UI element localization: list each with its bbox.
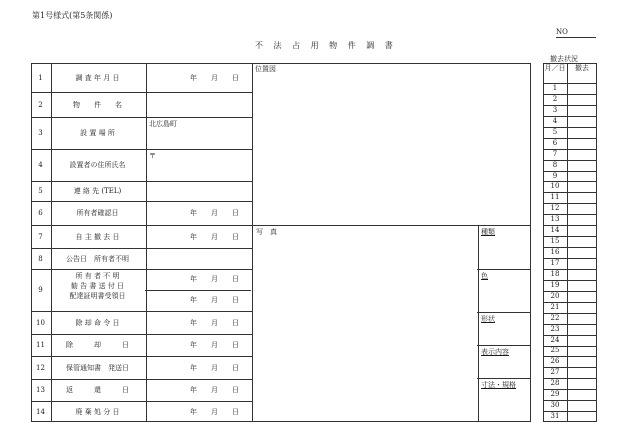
day-number: 20 [550, 291, 560, 300]
date-field[interactable]: 年 月 日 [190, 318, 239, 327]
row-number: 7 [38, 232, 43, 241]
removal-check-cell[interactable] [568, 226, 596, 235]
page-title: 不 法 占 用 物 件 調 書 [255, 41, 397, 50]
removal-check-cell[interactable] [568, 106, 596, 115]
day-number: 6 [552, 138, 558, 147]
date-field[interactable]: 年 月 日 [190, 363, 239, 372]
row-number: 8 [38, 254, 43, 263]
row-number: 3 [38, 129, 43, 137]
removal-check-cell[interactable] [568, 347, 596, 356]
row-divider [31, 117, 252, 118]
value-field[interactable]: 〒 [149, 152, 156, 160]
removal-check-cell[interactable] [568, 248, 596, 257]
day-number: 10 [550, 182, 560, 191]
row-label: 保管通知書 発送日 [66, 363, 129, 372]
removal-check-cell[interactable] [568, 237, 596, 246]
row-label-a: 所 有 者 不 明 [75, 272, 120, 280]
date-field[interactable]: 年 月 日 [190, 341, 239, 349]
day-number: 21 [550, 302, 560, 311]
date-field[interactable]: 年 月 日 [190, 73, 239, 82]
day-number: 25 [550, 346, 560, 355]
photo-divider [252, 225, 531, 226]
value-field[interactable] [146, 249, 250, 268]
row-divider [31, 269, 252, 270]
day-number: 2 [552, 94, 558, 103]
row-number: 10 [36, 318, 45, 327]
day-number: 8 [552, 160, 558, 169]
row-number: 11 [36, 341, 45, 349]
removal-check-cell[interactable] [568, 336, 596, 345]
removal-check-cell[interactable] [568, 379, 596, 388]
day-number: 7 [552, 149, 558, 158]
row-label: 所有者確認日 [76, 209, 119, 217]
day-number: 5 [552, 127, 558, 136]
removal-check-cell[interactable] [568, 215, 596, 224]
day-number: 27 [550, 368, 560, 377]
no-underline [556, 37, 596, 38]
attribute-divider [477, 312, 531, 313]
removal-check-cell[interactable] [568, 117, 596, 126]
day-number: 29 [550, 390, 560, 399]
removal-check-cell[interactable] [568, 193, 596, 202]
day-number: 31 [550, 412, 560, 420]
row-label: 公告日 所有者不明 [66, 254, 129, 263]
row-divider [31, 225, 252, 226]
date-field[interactable]: 年 月 日 [190, 386, 239, 394]
removal-check-cell[interactable] [568, 292, 596, 301]
removal-check-cell[interactable] [568, 95, 596, 104]
removal-check-cell[interactable] [568, 128, 596, 137]
row-number: 6 [38, 209, 43, 217]
date-field[interactable]: 年 月 日 [190, 296, 239, 304]
row-label: 調 査 年 月 日 [75, 73, 120, 82]
date-field[interactable]: 年 月 日 [190, 407, 239, 416]
attribute-label: 形状 [481, 315, 495, 323]
removal-check-cell[interactable] [568, 270, 596, 279]
attribute-divider [477, 345, 531, 346]
row-label: 除 却 命 令 日 [75, 318, 120, 327]
no-label: NO [556, 28, 568, 36]
removal-check-cell[interactable] [568, 314, 596, 323]
removal-check-cell[interactable] [568, 204, 596, 213]
removal-check-cell[interactable] [568, 368, 596, 377]
location-map-label: 位置図 [255, 65, 276, 73]
removal-check-cell[interactable] [568, 401, 596, 410]
col-removal-header: 撤去 [575, 64, 589, 72]
row-label: 廃 棄 処 分 日 [75, 407, 120, 416]
day-number: 18 [550, 269, 560, 278]
removal-check-cell[interactable] [568, 139, 596, 148]
row-number: 4 [38, 161, 43, 169]
day-number: 1 [552, 84, 558, 92]
date-field[interactable]: 年 月 日 [190, 232, 239, 241]
value-field[interactable] [146, 93, 250, 116]
row-divider [31, 356, 252, 357]
date-field[interactable]: 年 月 日 [190, 209, 239, 217]
row-label-b: 勧 告 書 送 付 日 [70, 282, 125, 290]
removal-check-cell[interactable] [568, 281, 596, 290]
removal-status-title: 撤去状況 [550, 55, 578, 63]
row-number: 5 [38, 187, 43, 195]
form-id: 第1号様式(第5条関係) [32, 11, 113, 20]
row-label: 除 却 日 [66, 341, 129, 349]
value-field[interactable]: 北広島町 [149, 120, 177, 128]
row-divider [31, 201, 252, 202]
row-number: 12 [36, 363, 45, 372]
attribute-divider [477, 378, 531, 379]
row-divider [31, 334, 252, 335]
removal-check-cell[interactable] [568, 161, 596, 170]
day-number: 4 [552, 116, 558, 125]
row-label: 物 件 名 [73, 100, 122, 109]
row-sub-divider [145, 290, 251, 291]
removal-check-cell[interactable] [568, 182, 596, 191]
row-label: 連 絡 先 (TEL) [73, 187, 122, 195]
removal-check-cell[interactable] [568, 172, 596, 181]
day-number: 19 [550, 280, 560, 289]
day-number: 9 [552, 171, 558, 180]
day-number: 26 [550, 357, 560, 366]
removal-check-cell[interactable] [568, 390, 596, 399]
attribute-label: 寸法・規格 [481, 381, 516, 389]
row-divider [31, 379, 252, 380]
row-label: 設置者の住所氏名 [69, 161, 126, 169]
date-field[interactable]: 年 月 日 [190, 275, 239, 283]
row-divider [31, 149, 252, 150]
day-number: 24 [550, 335, 560, 344]
day-number: 11 [550, 193, 560, 202]
row-divider [31, 311, 252, 312]
row-label: 自 主 撤 去 日 [75, 232, 120, 241]
row-number: 1 [38, 73, 43, 82]
removal-check-cell[interactable] [568, 412, 596, 421]
day-number: 22 [550, 313, 560, 322]
day-number: 13 [550, 215, 560, 224]
removal-check-cell[interactable] [568, 303, 596, 312]
removal-check-cell[interactable] [568, 357, 596, 366]
attribute-label: 表示内容 [481, 348, 509, 356]
row-number: 2 [38, 100, 43, 109]
day-number: 17 [550, 258, 560, 267]
day-number: 28 [550, 379, 560, 388]
attribute-divider [477, 269, 531, 270]
row-divider [31, 401, 252, 402]
row-number: 9 [38, 286, 43, 294]
day-number: 15 [550, 237, 560, 246]
attribute-label: 種類 [481, 228, 495, 236]
day-number: 12 [550, 204, 560, 213]
photo-label: 写 真 [256, 228, 277, 236]
day-number: 23 [550, 324, 560, 333]
day-number: 16 [550, 248, 560, 256]
row-number: 13 [36, 386, 45, 394]
removal-check-cell[interactable] [568, 150, 596, 159]
value-field[interactable] [146, 182, 250, 200]
day-number: 30 [550, 401, 560, 410]
day-number: 14 [550, 226, 560, 235]
row-label-c: 配達証明書受領日 [69, 292, 126, 300]
day-number: 3 [552, 105, 558, 114]
removal-check-cell[interactable] [568, 259, 596, 268]
attribute-label: 色 [481, 272, 488, 280]
removal-check-cell[interactable] [568, 325, 596, 334]
row-label: 返 還 日 [66, 386, 129, 394]
col-date-header: 月／日 [544, 64, 566, 72]
row-label: 設 置 場 所 [80, 129, 115, 137]
removal-check-cell[interactable] [568, 84, 596, 93]
row-number: 14 [36, 407, 45, 416]
